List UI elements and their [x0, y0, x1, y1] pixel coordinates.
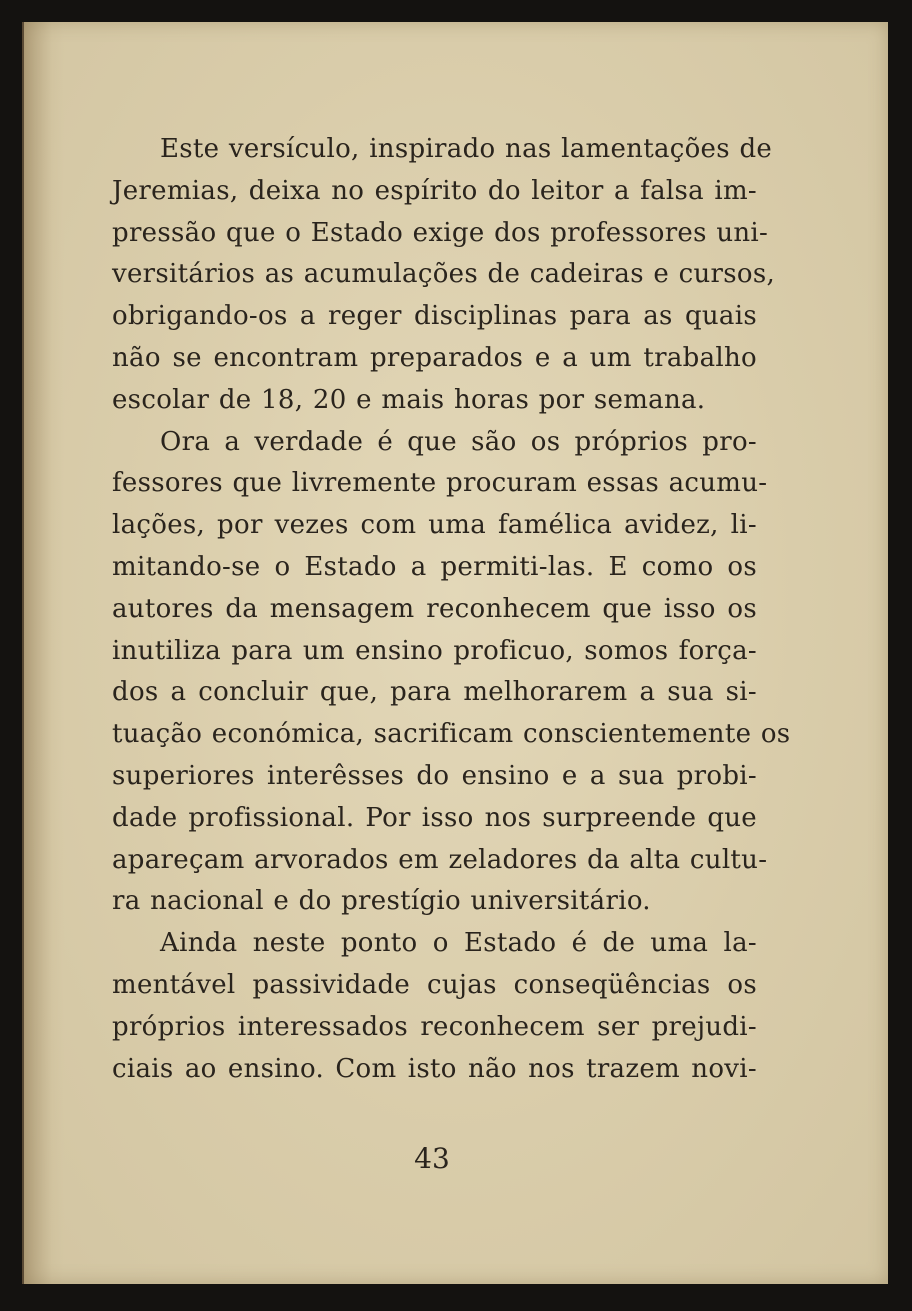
text-line: Ora a verdade é que são os próprios pro-	[160, 426, 757, 457]
text-line: obrigando-os a reger disciplinas para as quais	[112, 301, 757, 332]
text-line: Este versículo, inspirado nas lamentações de	[160, 134, 773, 164]
text-line: dade profissional. Por isso nos surpreende que	[112, 802, 757, 833]
text-line: mitando-se o Estado a permiti-las. E como os	[112, 551, 757, 582]
text-line: tuação económica, sacrificam conscientemente os	[112, 719, 791, 750]
text-line: autores da mensagem reconhecem que isso os	[112, 593, 757, 624]
text-line: não se encontram preparados e a um trabalho	[112, 342, 757, 373]
text-line: apareçam arvorados em zeladores da alta cultu-	[112, 844, 768, 875]
text-line: inutiliza para um ensino proficuo, somos força-	[112, 635, 757, 666]
text-line: escolar de 18, 20 e mais horas por semana.	[112, 384, 706, 415]
text-line: versitários as acumulações de cadeiras e cursos,	[112, 259, 776, 290]
text-line: superiores interêsses do ensino e a sua probi-	[112, 760, 757, 791]
text-line: Jeremias, deixa no espírito do leitor a falsa im-	[112, 175, 757, 206]
page-gutter	[22, 22, 64, 1284]
text-line: fessores que livremente procuram essas acumu-	[112, 468, 768, 499]
text-line: próprios interessados reconhecem ser prejudi-	[112, 1011, 757, 1042]
text-line: Ainda neste ponto o Estado é de uma la-	[160, 928, 757, 959]
body-text	[112, 129, 791, 1090]
text-line: dos a concluir que, para melhorarem a sua si-	[112, 677, 757, 708]
text-line: ra nacional e do prestígio universitário.	[112, 886, 651, 917]
page-number: 43	[414, 1142, 450, 1175]
text-line: mentável passividade cujas conseqüências os	[112, 969, 757, 1000]
book-page	[22, 22, 888, 1284]
text-line: pressão que o Estado exige dos professores uni-	[112, 217, 769, 248]
text-line: lações, por vezes com uma famélica avidez, li-	[112, 510, 757, 541]
text-line: ciais ao ensino. Com isto não nos trazem novi-	[112, 1053, 757, 1084]
